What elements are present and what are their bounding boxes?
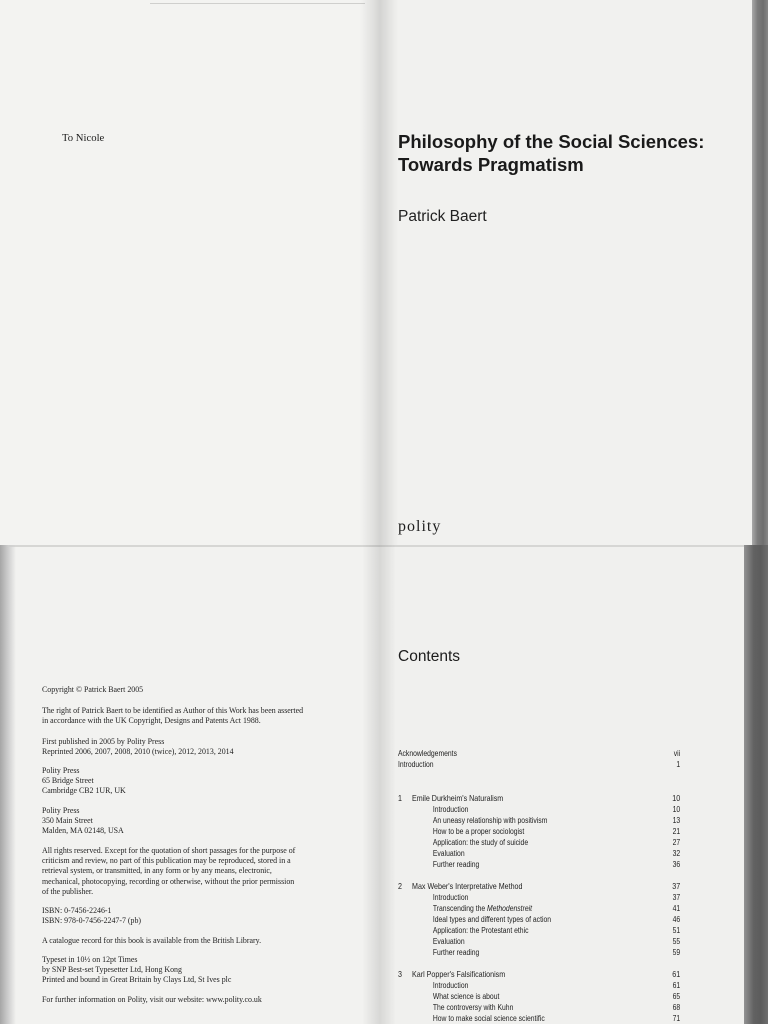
toc-page-number: 32: [672, 848, 681, 858]
typesetting-line: by SNP Best-set Typesetter Ltd, Hong Kong: [42, 965, 182, 975]
toc-section-title: Introduction: [432, 804, 469, 814]
publication-history: [42, 737, 234, 757]
toc-chapter-title: Max Weber's Interpretative Method: [412, 880, 523, 891]
isbn-line: ISBN: 0-7456-2246-1: [42, 906, 112, 915]
gutter-shadow: [380, 545, 396, 1024]
toc-section-entry: [398, 925, 680, 936]
toc-page-number: 51: [672, 925, 681, 935]
toc-section-title: Further reading: [432, 859, 480, 869]
toc-chapter-entry: [398, 793, 680, 804]
toc-section-title-text: Transcending the: [432, 903, 488, 913]
gutter-shadow: [362, 545, 380, 1024]
toc-section-title: Application: the Protestant ethic: [432, 925, 529, 935]
toc-section-entry: [398, 848, 680, 859]
toc-page-number: 1: [676, 759, 681, 769]
publication-history-line: First published in 2005 by Polity Press: [42, 737, 165, 746]
address-line: 350 Main Street: [42, 816, 93, 826]
copyright-page: [0, 545, 380, 1024]
toc-entry: [398, 748, 680, 759]
toc-front-matter: [398, 748, 680, 770]
toc-section-title: Introduction: [432, 892, 469, 902]
catalogue-line: A catalogue record for this book is available from the British Library.: [42, 936, 262, 945]
toc-page-number: 61: [672, 968, 681, 979]
toc-chapter-group: [398, 881, 680, 958]
toc-chapter-title: Emile Durkheim's Naturalism: [412, 792, 504, 803]
toc-page-number: 59: [672, 947, 681, 957]
toc-chapter-number: 1: [398, 792, 402, 803]
publisher-logo-text: polity: [398, 518, 442, 535]
copyright-notice: [42, 685, 143, 695]
address-line: Malden, MA 02148, USA: [42, 826, 124, 836]
toc-page-number: 61: [672, 980, 681, 990]
website-note: [42, 995, 262, 1005]
toc-section-title: Evaluation: [432, 848, 465, 858]
toc-chapter-entry: [398, 881, 680, 892]
toc-section-title: How to be a proper sociologist: [432, 826, 525, 836]
toc-section-title-italic: Methodenstreit: [487, 903, 533, 913]
toc-section-title: [433, 903, 532, 914]
contents-page: [380, 545, 768, 1024]
isbn-block: [42, 906, 141, 926]
scan-boundary: [0, 545, 380, 547]
toc-section-entry: [398, 947, 680, 958]
toc-section-title: How to make social science scientific: [432, 1013, 545, 1023]
gutter-shadow: [360, 0, 380, 545]
toc-chapter-number: 2: [398, 880, 402, 891]
catalogue-note: [42, 936, 261, 946]
toc-chapter-title: Karl Popper's Falsificationism: [412, 968, 506, 979]
page-edge-shadow: [0, 545, 16, 1024]
toc-section-entry: [398, 914, 680, 925]
toc-section-entry: [398, 859, 680, 870]
rights-reserved-line: retrieval system, or transmitted, in any form or by any means, electronic,: [42, 866, 272, 876]
publisher-address-uk: [42, 766, 126, 797]
rights-assertion: [42, 706, 303, 726]
toc-page-number: 21: [672, 826, 681, 836]
toc-page-number: 37: [672, 892, 681, 902]
title-page: [380, 0, 768, 545]
toc-page-number: 55: [672, 936, 681, 946]
toc-page-number: 13: [672, 815, 681, 825]
toc-section-entry: [398, 991, 680, 1002]
table-of-contents: [398, 748, 680, 1024]
toc-page-number: vii: [673, 748, 681, 758]
toc-section-title: Further reading: [432, 947, 480, 957]
toc-page-number: 71: [672, 1013, 681, 1023]
toc-section-title: What science is about: [432, 991, 500, 1001]
toc-section-entry: [398, 936, 680, 947]
toc-chapter-group: [398, 793, 680, 870]
toc-section-entry: [398, 804, 680, 815]
typesetting-line: Typeset in 10½ on 12pt Times: [42, 955, 138, 964]
address-line: Cambridge CB2 1UR, UK: [42, 786, 126, 796]
toc-chapter-entry: [398, 969, 680, 980]
address-line: Polity Press: [42, 806, 80, 815]
scan-boundary: [380, 545, 768, 547]
toc-section-entry: [398, 815, 680, 826]
toc-section-entry: [398, 892, 680, 903]
toc-page-number: 37: [672, 880, 681, 891]
toc-page-number: 41: [672, 903, 681, 913]
toc-section-entry: [398, 903, 680, 914]
toc-page-number: 46: [672, 914, 681, 924]
publication-history-line: Reprinted 2006, 2007, 2008, 2010 (twice), 2012, 2013, 2014: [42, 747, 234, 757]
rights-assertion-line: in accordance with the UK Copyright, Designs and Patents Act 1988.: [42, 716, 261, 726]
typesetting-info: [42, 955, 231, 986]
rights-reserved: [42, 846, 295, 897]
rights-assertion-line: The right of Patrick Baert to be identified as Author of this Work has been asserted: [42, 706, 304, 715]
copyright-line: Copyright © Patrick Baert 2005: [42, 685, 144, 694]
isbn-line: ISBN: 978-0-7456-2247-7 (pb): [42, 916, 142, 926]
toc-section-entry: [398, 837, 680, 848]
toc-page-number: 27: [672, 837, 681, 847]
toc-section-entry: [398, 1013, 680, 1024]
website-line: For further information on Polity, visit our website: www.polity.co.uk: [42, 995, 262, 1004]
page-edge-shadow: [744, 545, 768, 1024]
toc-entry: [398, 759, 680, 770]
toc-section-entry: [398, 1002, 680, 1013]
contents-heading: Contents: [398, 648, 461, 665]
toc-section-title: Introduction: [432, 980, 469, 990]
dedication-text: To Nicole: [62, 132, 105, 144]
rights-reserved-line: of the publisher.: [42, 886, 94, 896]
rights-reserved-line: All rights reserved. Except for the quotation of short passages for the purpose of: [42, 846, 296, 855]
gutter-shadow: [380, 0, 398, 545]
toc-section-title: Application: the study of suicide: [432, 837, 529, 847]
toc-section-title: The controversy with Kuhn: [432, 1002, 514, 1012]
toc-entry-title: Acknowledgements: [398, 748, 457, 758]
toc-page-number: 65: [672, 991, 681, 1001]
rights-reserved-line: mechanical, photocopying, recording or otherwise, without the prior permission: [42, 876, 295, 886]
toc-page-number: 68: [672, 1002, 681, 1012]
toc-page-number: 10: [672, 792, 681, 803]
typesetting-line: Printed and bound in Great Britain by Clays Ltd, St Ives plc: [42, 975, 232, 985]
author-name: Patrick Baert: [398, 208, 487, 225]
toc-page-number: 10: [672, 804, 681, 814]
publisher-address-us: [42, 806, 124, 837]
page-edge-shadow: [752, 0, 768, 545]
toc-section-title: Ideal types and different types of action: [432, 914, 552, 924]
toc-entry-title: Introduction: [398, 759, 434, 769]
address-line: 65 Bridge Street: [42, 776, 94, 786]
rights-reserved-line: criticism and review, no part of this publication may be reproduced, stored in a: [42, 856, 291, 866]
toc-section-entry: [398, 826, 680, 837]
toc-section-title: Evaluation: [432, 936, 465, 946]
book-subtitle-line: Towards Pragmatism: [398, 154, 584, 175]
address-line: Polity Press: [42, 766, 80, 775]
toc-chapter-number: 3: [398, 968, 402, 979]
book-title: [398, 130, 704, 176]
toc-chapter-group: [398, 969, 680, 1024]
book-title-line: Philosophy of the Social Sciences:: [398, 131, 705, 152]
dedication-page: [0, 0, 380, 545]
toc-section-title: An uneasy relationship with positivism: [432, 815, 548, 825]
page-top-edge: [150, 0, 365, 4]
toc-page-number: 36: [672, 859, 681, 869]
toc-section-entry: [398, 980, 680, 991]
